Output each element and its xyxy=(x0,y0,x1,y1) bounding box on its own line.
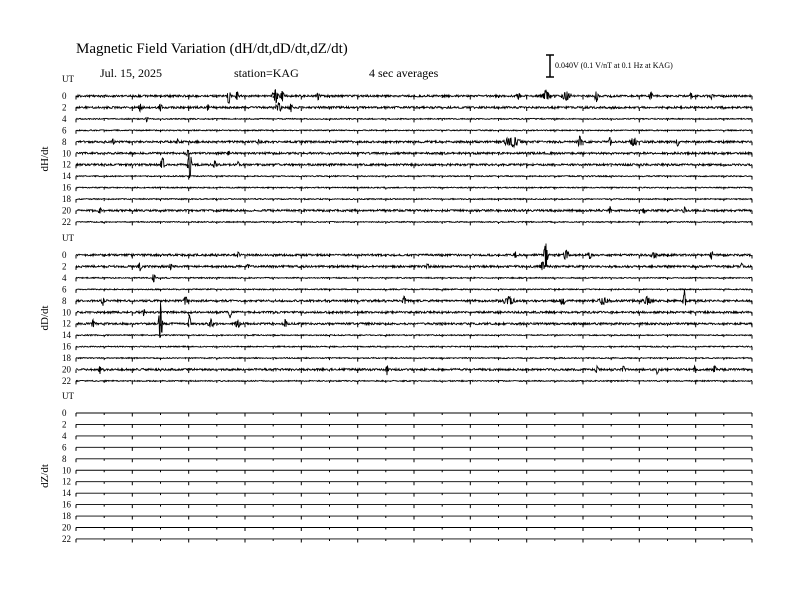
scale-label: 0.040V (0.1 V/nT at 0.1 Hz at KAG) xyxy=(555,61,673,70)
panel-dddt xyxy=(39,233,752,386)
trace-line xyxy=(76,130,752,131)
trace-row xyxy=(62,408,752,418)
averaging-label: 4 sec averages xyxy=(369,66,439,80)
date-label: Jul. 15, 2025 xyxy=(100,66,163,80)
trace-row xyxy=(62,148,752,158)
hour-ticks xyxy=(76,447,752,451)
hour-ticks xyxy=(76,459,752,463)
panel-ylabel: dH/dt xyxy=(39,146,51,172)
hour-ticks xyxy=(76,470,752,474)
row-hour-label: 6 xyxy=(62,125,67,136)
row-hour-label: 14 xyxy=(62,171,71,182)
trace-row xyxy=(62,102,752,112)
trace-line xyxy=(76,199,752,200)
trace-row xyxy=(62,136,752,147)
row-hour-label: 20 xyxy=(62,205,71,216)
hour-ticks xyxy=(76,436,752,440)
trace-line xyxy=(76,221,752,222)
row-hour-label: 12 xyxy=(62,476,71,487)
trace-row xyxy=(62,206,752,216)
row-hour-label: 0 xyxy=(62,250,67,260)
row-hour-label: 14 xyxy=(62,488,71,499)
hour-ticks xyxy=(76,424,752,428)
hour-ticks xyxy=(76,482,752,486)
row-hour-label: 10 xyxy=(62,465,71,476)
row-hour-label: 4 xyxy=(62,272,67,283)
row-hour-label: 18 xyxy=(62,353,71,364)
row-hour-label: 4 xyxy=(62,430,67,441)
panel-ylabel: dD/dt xyxy=(39,305,51,331)
trace-row xyxy=(62,90,752,103)
panels xyxy=(39,74,752,544)
row-hour-label: 8 xyxy=(62,136,67,147)
row-hour-label: 12 xyxy=(62,318,71,329)
hour-ticks xyxy=(76,413,752,417)
row-hour-label: 2 xyxy=(62,102,67,113)
trace-row xyxy=(62,442,752,452)
trace-row xyxy=(62,183,752,193)
trace-line xyxy=(76,90,752,103)
hour-ticks xyxy=(76,505,752,509)
hour-ticks xyxy=(76,516,752,520)
trace-line xyxy=(76,366,752,376)
trace-row xyxy=(62,155,752,178)
row-hour-label: 18 xyxy=(62,511,71,522)
trace-line xyxy=(76,289,752,290)
hour-ticks xyxy=(76,539,752,543)
row-hour-label: 6 xyxy=(62,442,67,453)
row-hour-label: 2 xyxy=(62,419,67,430)
trace-row xyxy=(62,376,752,386)
row-hour-label: 10 xyxy=(62,307,71,318)
row-hour-label: 22 xyxy=(62,216,71,227)
trace-row xyxy=(62,353,752,363)
trace-line xyxy=(76,243,752,266)
trace-line xyxy=(76,358,752,359)
ut-label: UT xyxy=(62,74,74,84)
panel-dhdt xyxy=(39,74,752,227)
figure-title: Magnetic Field Variation (dH/dt,dD/dt,dZ/dt) xyxy=(76,41,348,57)
trace-row xyxy=(62,114,752,124)
row-hour-label: 2 xyxy=(62,261,67,272)
trace-row xyxy=(62,477,752,487)
trace-row xyxy=(62,171,752,181)
row-hour-label: 10 xyxy=(62,148,71,159)
row-hour-label: 22 xyxy=(62,375,71,386)
row-hour-label: 6 xyxy=(62,284,67,295)
row-hour-label: 8 xyxy=(62,295,67,306)
row-hour-label: 16 xyxy=(62,499,71,510)
row-hour-label: 4 xyxy=(62,113,67,124)
ut-label: UT xyxy=(62,233,74,243)
row-hour-label: 18 xyxy=(62,194,71,205)
trace-row xyxy=(62,330,752,340)
station-label: station=KAG xyxy=(234,66,299,80)
row-hour-label: 0 xyxy=(62,91,67,101)
ut-label: UT xyxy=(62,391,74,401)
trace-line xyxy=(76,380,752,381)
panel-ylabel: dZ/dt xyxy=(39,464,51,488)
trace-row xyxy=(62,217,752,227)
row-hour-label: 16 xyxy=(62,182,71,193)
trace-row xyxy=(62,243,752,266)
trace-line xyxy=(76,187,752,188)
trace-line xyxy=(76,303,752,338)
row-hour-label: 12 xyxy=(62,159,71,170)
trace-row xyxy=(62,488,752,498)
trace-row xyxy=(62,125,752,135)
trace-row xyxy=(62,342,752,352)
trace-row xyxy=(62,365,752,376)
panel-dzdt xyxy=(39,391,752,544)
hour-ticks xyxy=(76,528,752,532)
row-hour-label: 20 xyxy=(62,522,71,533)
row-hour-label: 8 xyxy=(62,453,67,464)
trace-row xyxy=(62,290,752,306)
trace-line xyxy=(76,309,752,318)
trace-row xyxy=(62,284,752,294)
trace-line xyxy=(76,335,752,336)
row-hour-label: 22 xyxy=(62,533,71,544)
trace-row xyxy=(62,465,752,475)
trace-row xyxy=(62,431,752,441)
trace-line xyxy=(76,176,752,177)
row-hour-label: 0 xyxy=(62,408,67,418)
trace-row xyxy=(62,511,752,521)
row-hour-label: 20 xyxy=(62,364,71,375)
trace-line xyxy=(76,136,752,147)
trace-row xyxy=(62,194,752,204)
trace-row xyxy=(62,534,752,544)
row-hour-label: 16 xyxy=(62,341,71,352)
trace-row xyxy=(62,454,752,464)
hour-ticks xyxy=(76,493,752,497)
trace-row xyxy=(62,500,752,510)
row-hour-label: 14 xyxy=(62,330,71,341)
trace-row xyxy=(62,273,752,283)
trace-row xyxy=(62,303,752,341)
trace-line xyxy=(76,346,752,347)
trace-row xyxy=(62,307,752,318)
trace-row xyxy=(62,261,752,271)
scale-bar xyxy=(546,55,554,77)
trace-row xyxy=(62,523,752,533)
trace-row xyxy=(62,419,752,429)
